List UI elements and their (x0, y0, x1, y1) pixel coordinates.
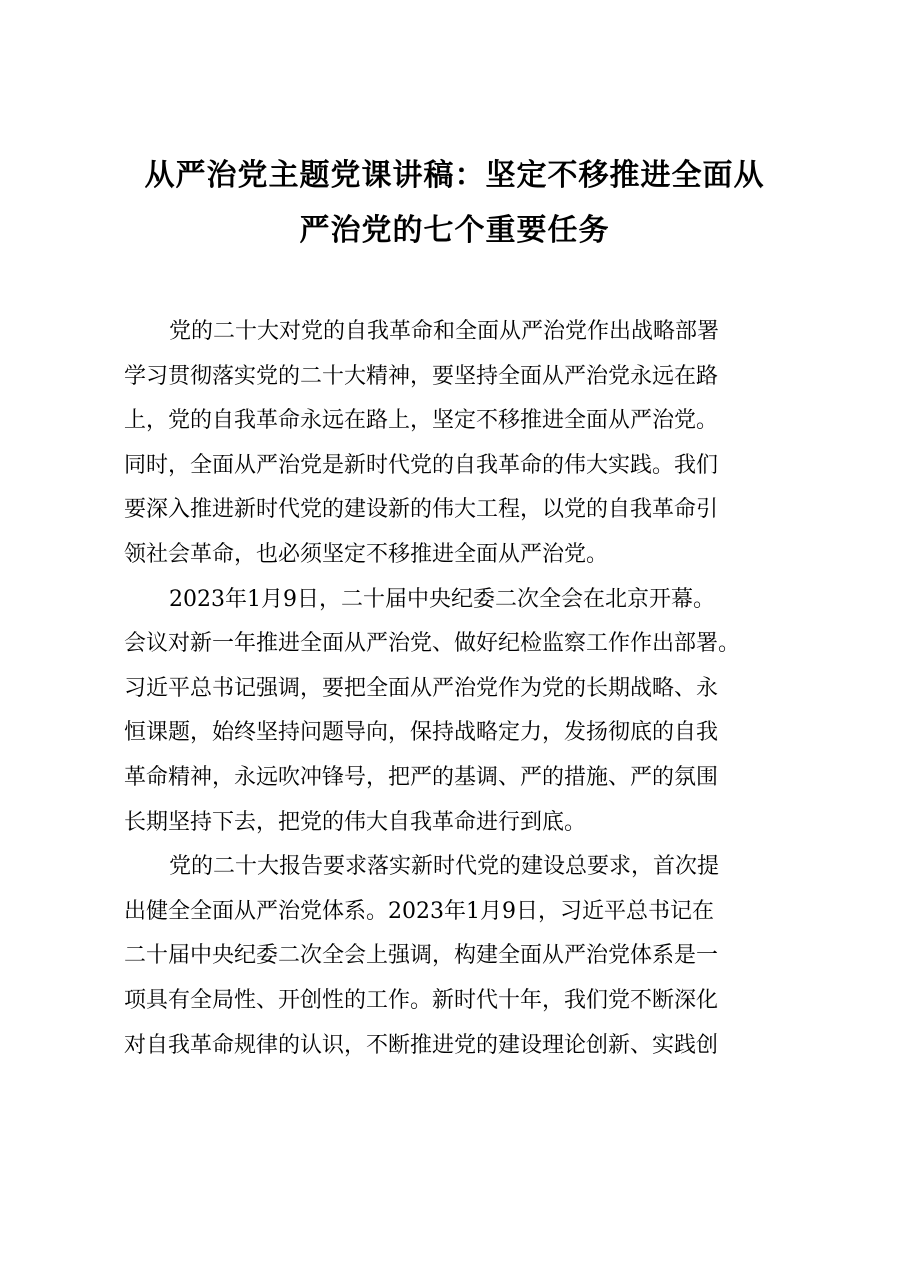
paragraph-line: 项具有全局性、开创性的工作。新时代十年，我们党不断深化 (124, 987, 719, 1013)
paragraph-line: 党的二十大对党的自我革命和全面从严治党作出战略部署 (169, 319, 720, 344)
paragraph-line: 要深入推进新时代党的建设新的伟大工程，以党的自我革命引 (124, 497, 719, 523)
paragraph-line: 上，党的自我革命永远在路上，坚定不移推进全面从严治党。 (124, 408, 719, 434)
paragraph-line: 革命精神，永远吹冲锋号，把严的基调、严的措施、严的氛围 (124, 764, 719, 790)
document-body (124, 310, 814, 1068)
paragraph-2 (124, 578, 814, 846)
paragraph-line: 学习贯彻落实党的二十大精神，要坚持全面从严治党永远在路 (124, 363, 719, 389)
paragraph-line: 党的二十大报告要求落实新时代党的建设总要求，首次提 (169, 854, 720, 880)
paragraph-line: 2023年1月9日，二十届中央纪委二次全会在北京开幕。 (169, 586, 715, 612)
paragraph-line: 二十届中央纪委二次全会上强调，构建全面从严治党体系是一 (124, 943, 719, 969)
document-title (100, 148, 809, 258)
paragraph-3 (124, 845, 814, 1068)
paragraph-line: 对自我革命规律的认识，不断推进党的建设理论创新、实践创 (124, 1032, 719, 1058)
paragraph-line: 习近平总书记强调，要把全面从严治党作为党的长期战略、永 (124, 675, 719, 701)
paragraph-line: 领社会革命，也必须坚定不移推进全面从严治党。 (124, 541, 609, 567)
title-line-2: 严治党的七个重要任务 (299, 213, 610, 248)
paragraph-line: 会议对新一年推进全面从严治党、做好纪检监察工作作出部署。 (124, 631, 741, 657)
paragraph-1 (124, 310, 814, 578)
title-line-1: 从严治党主题党课讲稿：坚定不移推进全面从 (144, 158, 765, 193)
paragraph-line: 出健全全面从严治党体系。2023年1月9日，习近平总书记在 (124, 898, 714, 924)
paragraph-line: 恒课题，始终坚持问题导向，保持战略定力，发扬彻底的自我 (124, 720, 719, 746)
paragraph-line: 长期坚持下去，把党的伟大自我革命进行到底。 (124, 809, 587, 835)
paragraph-line: 同时，全面从严治党是新时代党的自我革命的伟大实践。我们 (124, 452, 719, 478)
